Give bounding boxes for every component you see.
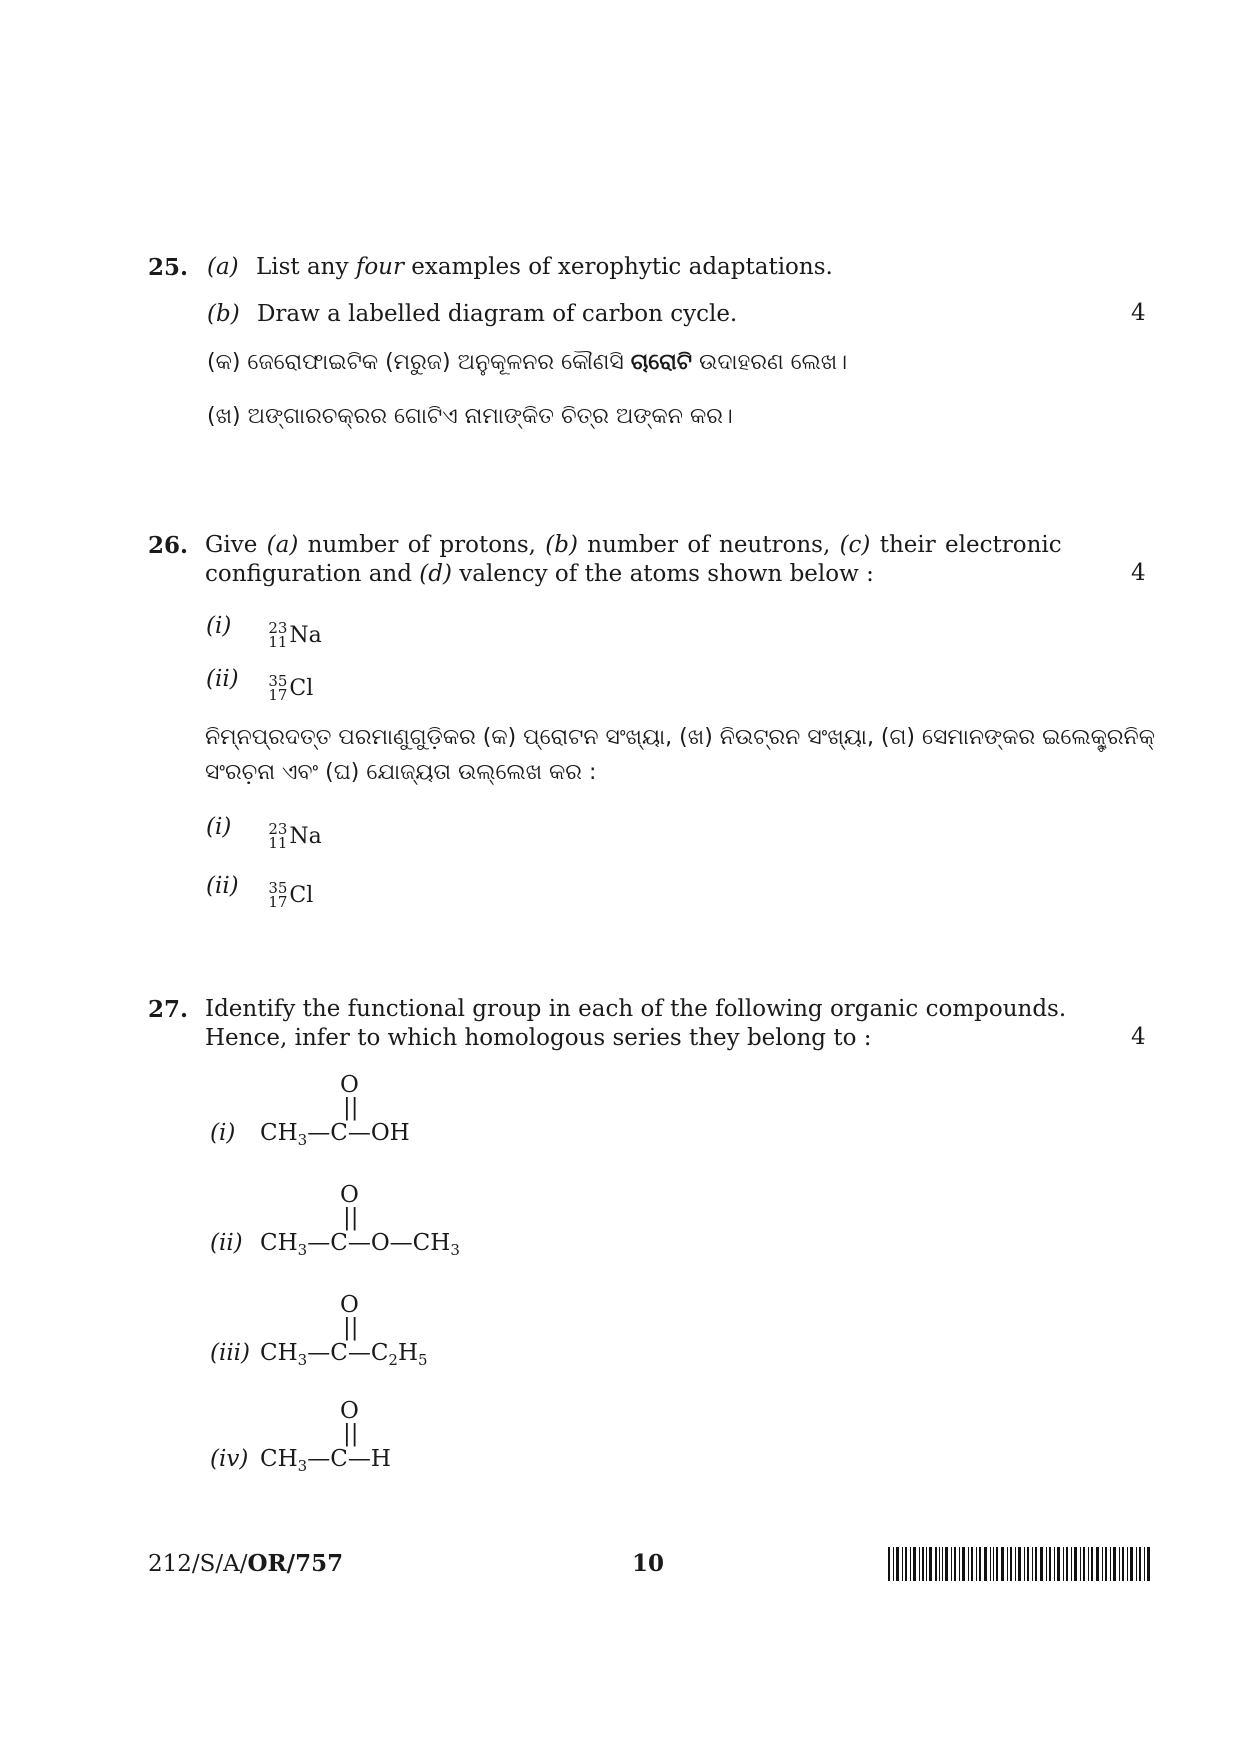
- q25-b-label: (b): [207, 301, 240, 327]
- footer-code-plain: 212/S/A/: [148, 1551, 248, 1577]
- q26-atom-1-atomic: 11: [268, 633, 288, 651]
- q26-odia-atom-2-mass: 35: [268, 879, 288, 897]
- q26-odia-atom-2-symbol: Cl: [289, 882, 314, 908]
- compound-1-bond-1: —: [307, 1120, 331, 1146]
- compound-4-label: (iv): [210, 1446, 249, 1472]
- compound-2-label: (ii): [210, 1230, 243, 1256]
- q26-atom-2-atomic: 17: [268, 686, 288, 704]
- q26-odia-line-2: ସଂରଚ଼ନା ଏବଂ (ଘ) ଯୋଜ୍ୟତା ଉଲ୍ଲେଖ କର :: [205, 760, 597, 785]
- compound-3-tail-c-sub: 2: [388, 1351, 398, 1369]
- q26-atom-2-mass: 35: [268, 672, 288, 690]
- q27-marks: 4: [1131, 1024, 1146, 1050]
- q27-line-2: Hence, infer to which homologous series they belong to :: [205, 1025, 872, 1051]
- q26-atom-2-nuclide: [268, 674, 313, 703]
- compound-1-ch-sub: 3: [297, 1131, 308, 1149]
- q26-l1-text-2: number of protons,: [298, 532, 546, 558]
- compound-1-tail: OH: [370, 1120, 410, 1146]
- q26-odia-atom-2-label: (ii): [206, 873, 239, 899]
- q26-l1-label-a: (a): [266, 532, 299, 558]
- q26-atom-1-mass: 23: [268, 619, 288, 637]
- q26-line-1: [205, 531, 1062, 560]
- compound-2-ch-sub: 3: [297, 1241, 308, 1259]
- q25-a-emphasis: four: [355, 254, 404, 280]
- page-number: 10: [632, 1550, 665, 1577]
- compound-2-tail-sub: 3: [450, 1241, 460, 1259]
- q25-odia-a-pre: (କ) ଜେରୋଫାଇଟିକ (ମରୁଜ) ଅନୁକୂଳନର କୌଣସି: [207, 350, 631, 375]
- compound-4-double-bond: ||: [343, 1421, 359, 1447]
- compound-2-oxygen: O: [340, 1182, 359, 1208]
- compound-3-bond-1: —: [307, 1340, 331, 1366]
- footer-code-bold: OR/757: [247, 1550, 344, 1577]
- compound-3-formula: [210, 1340, 428, 1369]
- compound-2-ch: CH: [260, 1230, 298, 1256]
- compound-3-ch: CH: [260, 1340, 298, 1366]
- q26-odia-atom-2-atomic: 17: [268, 893, 288, 911]
- compound-3-bond-2: —: [347, 1340, 371, 1366]
- q26-odia-atom-1: [206, 813, 322, 851]
- barcode-icon: [888, 1547, 1150, 1581]
- compound-3-carbon: C: [330, 1340, 348, 1366]
- q26-l1-label-c: (c): [839, 532, 871, 558]
- q26-atom-1-symbol: Na: [289, 622, 322, 648]
- compound-3-label: (iii): [210, 1340, 251, 1366]
- compound-1-label: (i): [210, 1120, 236, 1146]
- q26-l2-text-2: valency of the atoms shown below :: [451, 561, 874, 587]
- compound-4-bond-1: —: [307, 1446, 331, 1472]
- compound-2-bond-1: —: [307, 1230, 331, 1256]
- compound-4-bond-2: —: [347, 1446, 371, 1472]
- compound-2-formula: [210, 1230, 460, 1259]
- q26-odia-atom-1-atomic: 11: [268, 834, 288, 852]
- q26-l1-label-b: (b): [545, 532, 578, 558]
- q26-atom-1-label: (i): [206, 613, 232, 639]
- q25-a-pre: List any: [255, 254, 356, 280]
- compound-3-tail-h: H: [397, 1340, 419, 1366]
- q27-line-1: Identify the functional group in each of the following organic compounds.: [205, 996, 1067, 1022]
- q26-marks: 4: [1131, 560, 1146, 586]
- compound-3-ch-sub: 3: [297, 1351, 308, 1369]
- q26-odia-atom-2-nuclide: [268, 881, 313, 910]
- q25-odia-b: (ଖ) ଅଙ୍ଗାରଚକ୍ରର ଗୋଟିଏ ନାମାଙ୍କିତ ଚିତ୍ର ଅଙ୍କନ କର।: [207, 404, 733, 429]
- q25-a-label: (a): [207, 254, 239, 280]
- q26-l2-label-d: (d): [419, 561, 452, 587]
- q25-part-a: [207, 253, 833, 282]
- compound-3-tail-h-sub: 5: [418, 1351, 428, 1369]
- compound-2-bond-2: —: [347, 1230, 371, 1256]
- q25-odia-a-bold: ଚାରୋଟି: [630, 350, 693, 375]
- footer-paper-code: [148, 1550, 343, 1577]
- q26-odia-line-1: ନିମ୍ନପ୍ରଦତ୍ତ ପରମାଣୁଗୁଡ଼ିକର (କ) ପ୍ରୋଟନ ସଂଖ୍ୟା, (ଖ) ନିଉଟ୍ରନ ସଂଖ୍ୟା, (ଗ) ସେମାନଙ୍କର ଇଲେକ୍ଟ୍ରନିକ୍: [205, 725, 1155, 750]
- q26-odia-atom-1-nuclide: [268, 822, 321, 851]
- compound-3-tail-c: C: [370, 1340, 389, 1366]
- compound-4-ch-sub: 3: [297, 1457, 308, 1475]
- q26-atom-2-symbol: Cl: [289, 675, 314, 701]
- q26-atom-2: [206, 665, 313, 703]
- compound-1-oxygen: O: [340, 1072, 359, 1098]
- compound-4-formula: [210, 1446, 391, 1475]
- compound-2-tail: O—CH: [370, 1230, 451, 1256]
- q26-l1-text-1: Give: [205, 532, 267, 558]
- q26-atom-1-nuclide: [268, 621, 321, 650]
- q26-line-2: [205, 560, 874, 589]
- q26-l1-text-4: their electronic: [870, 532, 1062, 558]
- compound-4-tail: H: [370, 1446, 391, 1472]
- q26-odia-atom-1-symbol: Na: [289, 823, 322, 849]
- compound-1-ch: CH: [260, 1120, 298, 1146]
- q26-l1-text-3: number of neutrons,: [577, 532, 840, 558]
- compound-1-double-bond: ||: [343, 1095, 359, 1121]
- q26-odia-atom-2: [206, 872, 313, 910]
- compound-4-ch: CH: [260, 1446, 298, 1472]
- q26-atom-2-label: (ii): [206, 666, 239, 692]
- q25-b-text: Draw a labelled diagram of carbon cycle.: [256, 301, 738, 327]
- q25-odia-a: [207, 350, 847, 375]
- q25-odia-a-post: ଉଦାହରଣ ଲେଖ।: [692, 350, 848, 375]
- compound-1-bond-2: —: [347, 1120, 371, 1146]
- compound-2-carbon: C: [330, 1230, 348, 1256]
- q26-l2-text-1: configuration and: [205, 561, 420, 587]
- question-27-number: 27.: [148, 996, 189, 1023]
- compound-4-oxygen: O: [340, 1398, 359, 1424]
- compound-1-formula: [210, 1120, 410, 1149]
- question-26-number: 26.: [148, 532, 189, 559]
- q25-a-post: examples of xerophytic adaptations.: [403, 254, 833, 280]
- q26-atom-1: [206, 612, 322, 650]
- compound-4-carbon: C: [330, 1446, 348, 1472]
- compound-3-oxygen: O: [340, 1292, 359, 1318]
- q26-odia-atom-1-label: (i): [206, 814, 232, 840]
- question-25-number: 25.: [148, 254, 189, 281]
- compound-3-double-bond: ||: [343, 1315, 359, 1341]
- q25-marks: 4: [1131, 300, 1146, 326]
- q26-odia-atom-1-mass: 23: [268, 820, 288, 838]
- q25-part-b: [207, 300, 737, 329]
- compound-1-carbon: C: [330, 1120, 348, 1146]
- compound-2-double-bond: ||: [343, 1205, 359, 1231]
